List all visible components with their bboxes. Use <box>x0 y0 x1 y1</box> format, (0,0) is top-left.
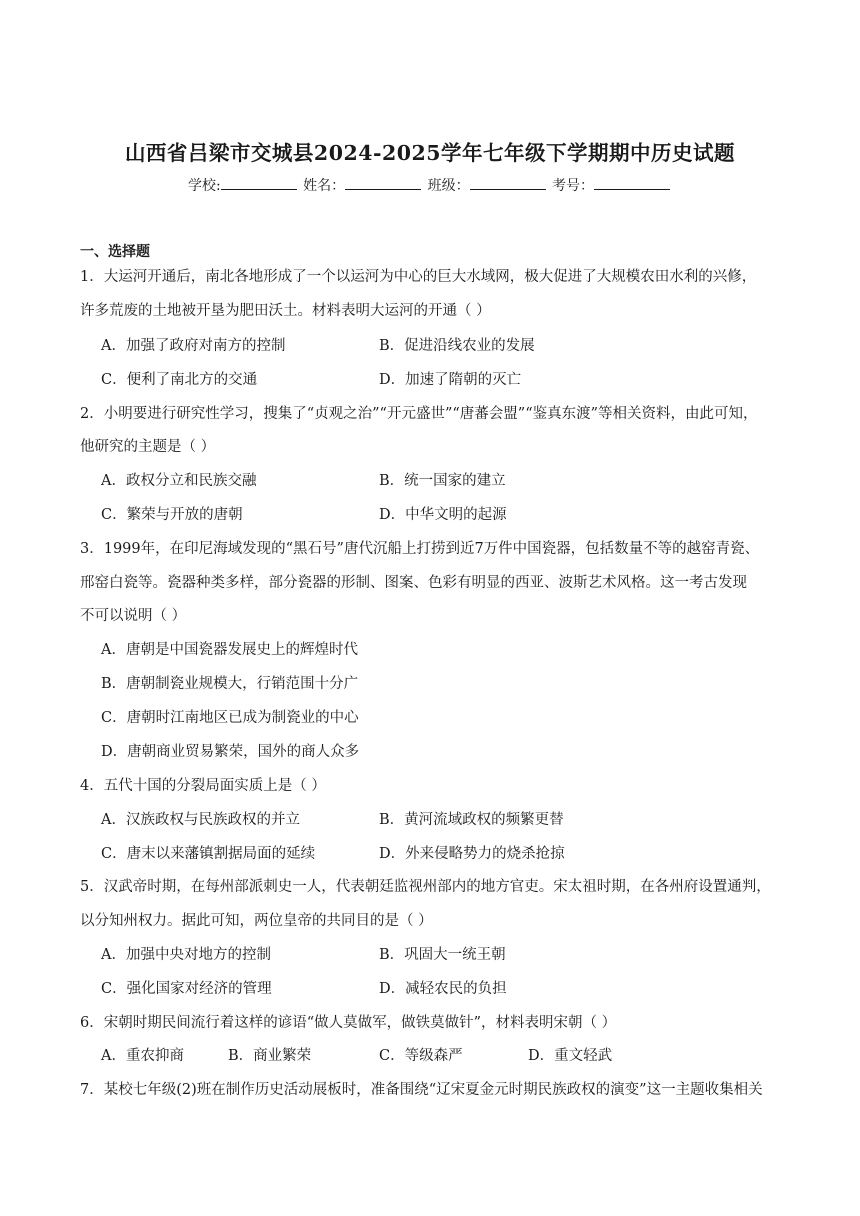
question-5-line-1: 5．汉武帝时期，在每州部派刺史一人，代表朝廷监视州部内的地方官吏。宋太祖时期，在各州府设置通判， <box>80 879 771 895</box>
question-6-option-d[interactable]: D．重文轻武 <box>528 1048 613 1064</box>
question-3-option-c[interactable]: C．唐朝时江南地区已成为制瓷业的中心 <box>101 710 359 726</box>
question-2-line-1: 2．小明要进行研究性学习，搜集了“贞观之治”“开元盛世”“唐蕃会盟”“鉴真东渡”等相关资料，由此可知， <box>80 406 758 422</box>
school-label: 学校: <box>187 178 221 194</box>
page-title: 山西省吕梁市交城县2024-2025学年七年级下学期期中历史试题 <box>124 141 736 165</box>
question-4-line-1: 4．五代十国的分裂局面实质上是（ ） <box>80 778 326 794</box>
question-2-option-c[interactable]: C．繁荣与开放的唐朝 <box>101 507 243 523</box>
question-3-option-a[interactable]: A．唐朝是中国瓷器发展史上的辉煌时代 <box>101 642 358 658</box>
question-2-option-d[interactable]: D．中华文明的起源 <box>379 507 507 523</box>
question-5-option-a[interactable]: A．加强中央对地方的控制 <box>101 947 271 963</box>
name-blank[interactable] <box>345 176 421 190</box>
question-5-option-d[interactable]: D．减轻农民的负担 <box>379 981 507 997</box>
question-2-option-b[interactable]: B．统一国家的建立 <box>379 473 506 489</box>
question-6-option-a[interactable]: A．重农抑商 <box>101 1048 184 1064</box>
question-4-option-d[interactable]: D．外来侵略势力的烧杀抢掠 <box>379 846 565 862</box>
question-4-option-b[interactable]: B．黄河流域政权的频繁更替 <box>379 812 564 828</box>
question-1-line-1: 1．大运河开通后，南北各地形成了一个以运河为中心的巨大水域网，极大促进了大规模农田水利的兴修， <box>80 269 757 285</box>
question-4-option-c[interactable]: C．唐末以来藩镇割据局面的延续 <box>101 846 316 862</box>
name-label: 姓名： <box>303 178 346 194</box>
question-2-line-2: 他研究的主题是（ ） <box>80 439 216 455</box>
question-7-line-1: 7．某校七年级(2)班在制作历史活动展板时，准备围绕“辽宋夏金元时期民族政权的演变”这一主题收集相关 <box>80 1082 763 1098</box>
question-3-line-2: 邢窑白瓷等。瓷器种类多样，部分瓷器的形制、图案、色彩有明显的西亚、波斯艺术风格。这一考古发现 <box>80 575 747 591</box>
class-blank[interactable] <box>470 176 546 190</box>
question-5-line-2: 以分知州权力。据此可知，两位皇帝的共同目的是（ ） <box>80 913 433 929</box>
question-6-line-1: 6．宋朝时期民间流行着这样的谚语“做人莫做军，做铁莫做针”，材料表明宋朝（ ） <box>80 1015 617 1031</box>
question-2-option-a[interactable]: A．政权分立和民族交融 <box>101 473 257 489</box>
question-5-option-c[interactable]: C．强化国家对经济的管理 <box>101 981 272 997</box>
question-1-option-c[interactable]: C．便利了南北方的交通 <box>101 372 258 388</box>
question-3-line-1: 3．1999年，在印尼海域发现的“黑石号”唐代沉船上打捞到近7万件中国瓷器，包括数量不等的越窑青瓷、 <box>80 541 760 557</box>
question-4-option-a[interactable]: A．汉族政权与民族政权的并立 <box>101 812 300 828</box>
number-blank[interactable] <box>594 176 670 190</box>
question-3-option-d[interactable]: D．唐朝商业贸易繁荣，国外的商人众多 <box>101 744 360 760</box>
question-5-option-b[interactable]: B．巩固大一统王朝 <box>379 947 506 963</box>
class-label: 班级： <box>427 178 470 194</box>
question-1-option-a[interactable]: A．加强了政府对南方的控制 <box>101 338 286 354</box>
question-1-option-d[interactable]: D．加速了隋朝的灭亡 <box>379 372 522 388</box>
question-1-line-2: 许多荒废的土地被开垦为肥田沃土。材料表明大运河的开通（ ） <box>80 303 491 319</box>
school-blank[interactable] <box>221 176 297 190</box>
student-info-row <box>0 175 860 195</box>
number-label: 考号： <box>552 178 595 194</box>
question-6-option-b[interactable]: B．商业繁荣 <box>228 1048 312 1064</box>
question-6-option-c[interactable]: C．等级森严 <box>379 1048 463 1064</box>
question-3-option-b[interactable]: B．唐朝制瓷业规模大，行销范围十分广 <box>101 676 359 692</box>
question-1-option-b[interactable]: B．促进沿线农业的发展 <box>379 338 535 354</box>
question-3-line-3: 不可以说明（ ） <box>80 608 187 624</box>
section-heading: 一、选择题 <box>80 244 150 260</box>
